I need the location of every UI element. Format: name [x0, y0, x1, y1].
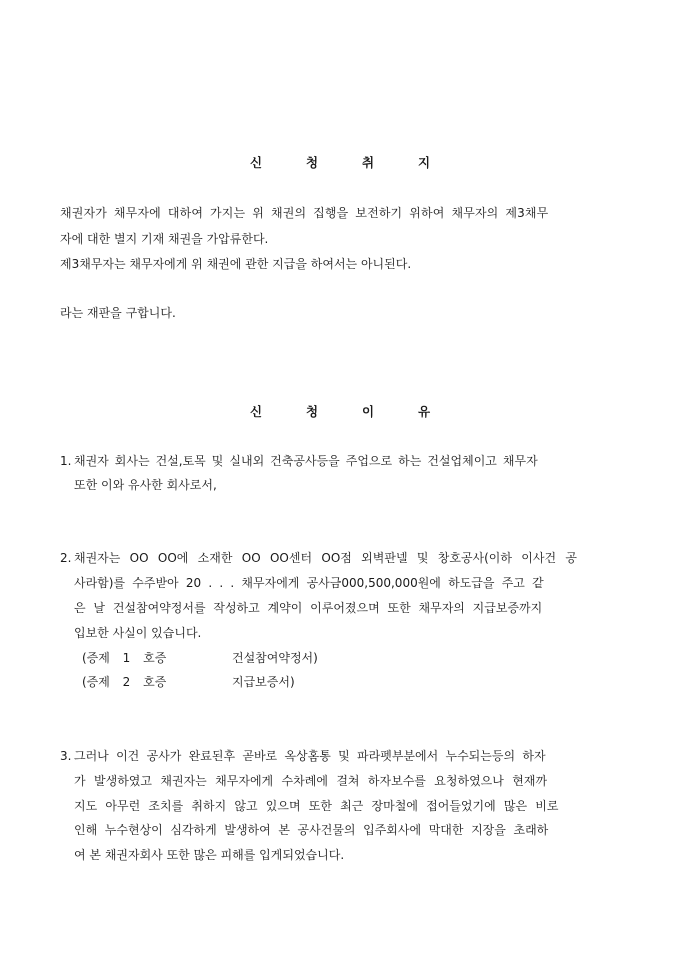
purpose-line-1: [60, 205, 622, 221]
item-3-line-2: 가 발생하였고 채권자는 채무자에게 수차례에 걸쳐 하자보수를 요청하였으나 현재까: [74, 774, 548, 788]
claim-purpose-title: [0, 153, 680, 171]
title-char: 유: [417, 404, 431, 419]
item-2-line-3: 은 날 건설참여약정서를 작성하고 계약이 이루어졌으며 또한 채무자의 지급보증까지: [74, 601, 543, 615]
evidence-document: 건설참여약정서): [232, 651, 318, 665]
title-char: 청: [305, 404, 319, 419]
item-1-number: 1.: [60, 454, 72, 468]
evidence-label: (증제 1 호증: [82, 651, 167, 665]
item-2-line-4: 입보한 사실이 있습니다.: [74, 626, 202, 640]
title-char: 취: [361, 155, 375, 170]
item-2-line-1: 채권자는 OO OO에 소재한 OO OO센터 OO점 외벽판넬 및 창호공사(이하 이사건 공: [74, 551, 577, 565]
evidence-label: (증제 2 호증: [82, 675, 167, 689]
item-2-line-2: 사라함)를 수주받아 20 . . . 채무자에게 공사금000,500,000원에 하도급을 주고 같: [74, 576, 544, 590]
item-2-number: 2.: [60, 551, 72, 565]
title-char: 이: [361, 404, 375, 419]
title-char: 지: [417, 155, 431, 170]
item-1-line-1: 채권자 회사는 건설,토목 및 실내외 건축공사등을 주업으로 하는 건설업체이고 채무자: [74, 454, 538, 468]
title-char: 신: [249, 155, 263, 170]
evidence-2: [82, 674, 295, 690]
item-3-line-1: 그러나 이건 공사가 완료된후 곧바로 옥상홈통 및 파라펫부분에서 누수되는등의 하자: [74, 749, 546, 763]
evidence-document: 지급보증서): [232, 675, 295, 689]
purpose-line-text: 채권자가 채무자에 대하여 가지는 위 채권의 집행을 보전하기 위하여 채무자의 제3채무: [60, 206, 549, 220]
item-1-line-2: 또한 이와 유사한 회사로서,: [74, 478, 217, 492]
purpose-line-3: 제3채무자는 채무자에게 위 채권에 관한 지급을 하여서는 아니된다.: [60, 257, 412, 271]
item-3-line-3: 지도 아무런 조치를 취하지 않고 있으며 또한 최근 장마철에 접어들었기에 많은 비로: [74, 799, 559, 813]
claim-reasons-title: [0, 402, 680, 420]
purpose-closing: 라는 재판을 구합니다.: [60, 306, 176, 320]
item-3-line-4: 인해 누수현상이 심각하게 발생하여 본 공사건물의 입주회사에 막대한 지장을 초래하: [74, 823, 549, 837]
evidence-1: [82, 650, 318, 666]
title-char: 신: [249, 404, 263, 419]
item-3-line-5: 여 본 채권자회사 또한 많은 피해를 입게되었습니다.: [74, 848, 345, 862]
item-3-number: 3.: [60, 749, 72, 763]
purpose-line-2: 자에 대한 별지 기재 채권을 가압류한다.: [60, 232, 269, 246]
title-char: 청: [305, 155, 319, 170]
